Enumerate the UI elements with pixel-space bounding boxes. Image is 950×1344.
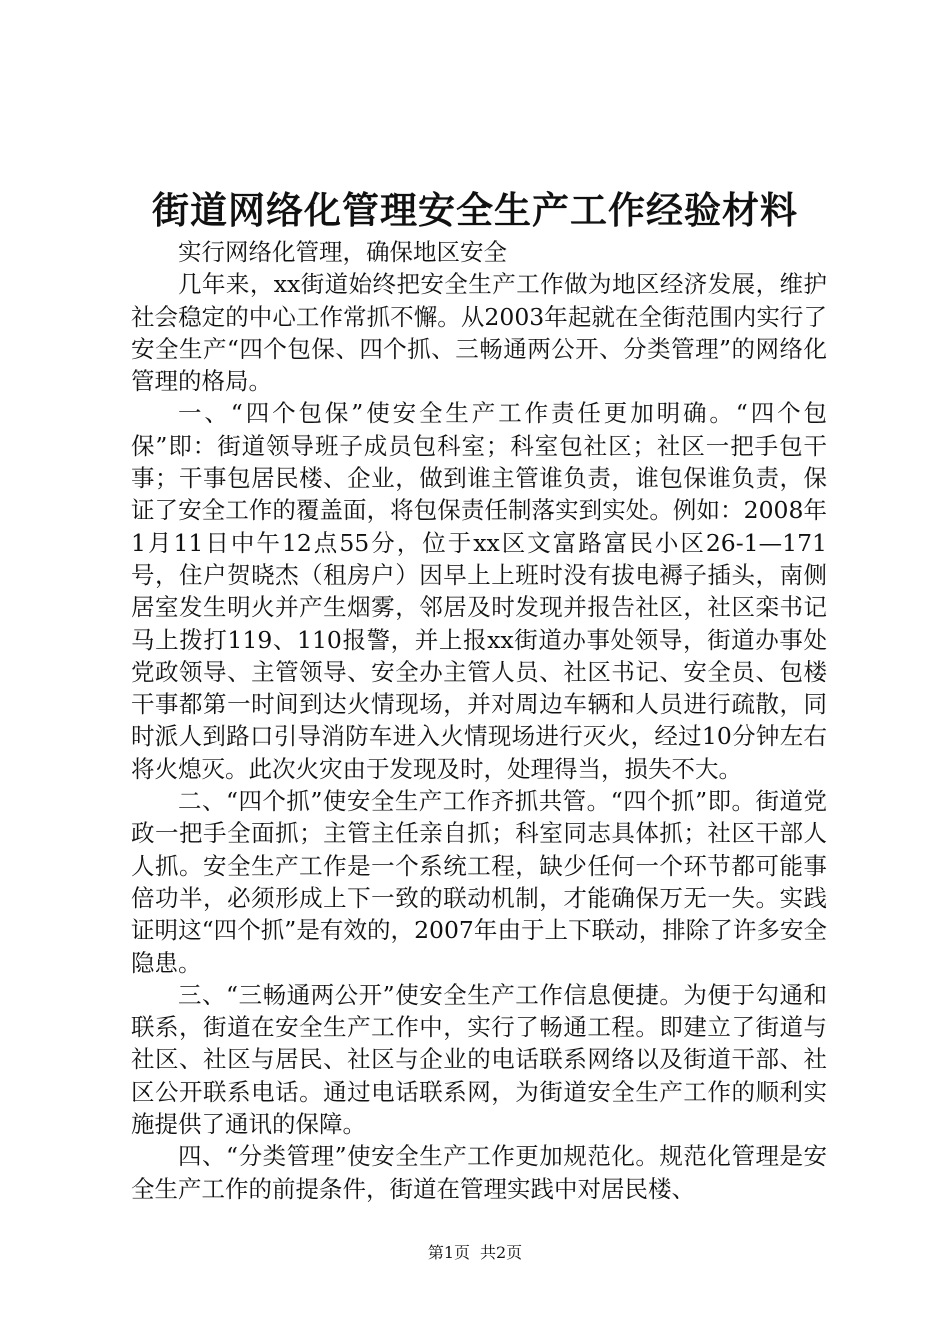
document-title: 街道网络化管理安全生产工作经验材料 <box>152 188 798 232</box>
page-footer <box>0 1243 950 1263</box>
paragraph-section-3: 三、“三畅通两公开”使安全生产工作信息便捷。为便于勾通和联系，街道在安全生产工作中，实行了畅通工程。即建立了街道与社区、社区与居民、社区与企业的电话联系网络以及街道干部、社区公开联系电话。通过电话联系网，为街道安全生产工作的顺利实施提供了通讯的保障。 <box>131 980 827 1139</box>
page-number: 第1页 <box>427 1243 470 1262</box>
paragraph-subtitle: 实行网络化管理，确保地区安全 <box>178 238 507 266</box>
document-body <box>131 236 827 1205</box>
paragraph-section-1: 一、“四个包保”使安全生产工作责任更加明确。“四个包保”即：街道领导班子成员包科室；科室包社区；社区一把手包干事；干事包居民楼、企业，做到谁主管谁负责，谁包保谁负责，保证了安全工作的覆盖面，将包保责任制落实到实处。例如：2008年1月11日中午12点55分，位于xx区文富路富民小区26-1—171号，住户贺晓杰（租房户）因早上上班时没有拔电褥子插头，南侧居室发生明火并产生烟雾，邻居及时发现并报告社区，社区栾书记马上拨打119、110报警，并上报xx街道办事处领导，街道办事处党政领导、主管领导、安全办主管人员、社区书记、安全员、包楼干事都第一时间到达火情现场，并对周边车辆和人员进行疏散，同时派人到路口引导消防车进入火情现场进行灭火，经过10分钟左右将火熄灭。此次火灾由于发现及时，处理得当，损失不大。 <box>131 399 827 783</box>
page-total: 共2页 <box>480 1243 523 1262</box>
paragraph-section-4: 四、“分类管理”使安全生产工作更加规范化。规范化管理是安全生产工作的前提条件，街道在管理实践中对居民楼、 <box>131 1142 827 1203</box>
paragraph-section-2: 二、“四个抓”使安全生产工作齐抓共管。“四个抓”即。街道党政一把手全面抓；主管主任亲自抓；科室同志具体抓；社区干部人人抓。安全生产工作是一个系统工程，缺少任何一个环节都可能事倍功半，必须形成上下一致的联动机制，才能确保万无一失。实践证明这“四个抓”是有效的，2007年由于上下联动，排除了许多安全隐患。 <box>131 787 827 977</box>
paragraph-intro: 几年来，xx街道始终把安全生产工作做为地区经济发展，维护社会稳定的中心工作常抓不懈。从2003年起就在全街范围内实行了安全生产“四个包保、四个抓、三畅通两公开、分类管理”的网络化管理的格局。 <box>131 270 827 396</box>
